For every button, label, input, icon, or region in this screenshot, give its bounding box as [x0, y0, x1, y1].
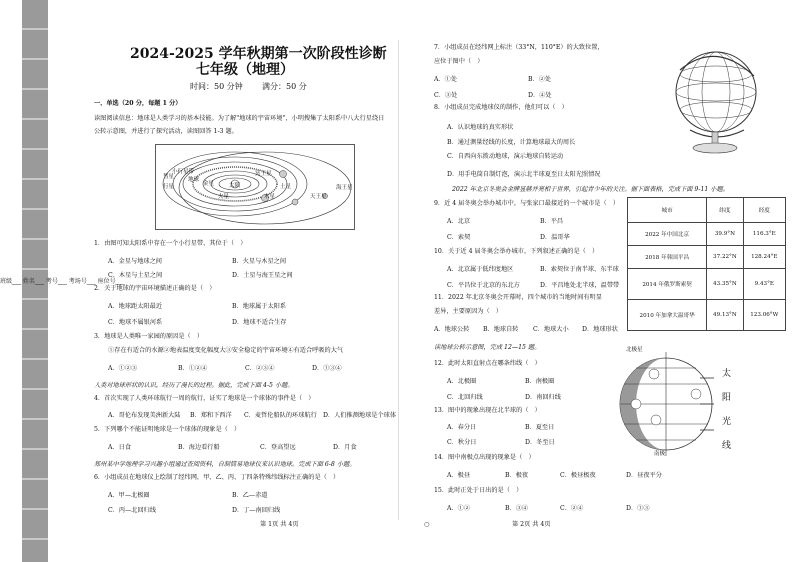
- q11-option-b: B．地球自转: [483, 326, 519, 333]
- q9-option-b: B．平昌: [540, 218, 564, 225]
- q13-option-b: B．夏至日: [525, 424, 555, 431]
- q5-option-d: D．月食: [333, 444, 357, 451]
- q8-option-b: B．通过测量经线的长度，计算地球最大的周长: [447, 139, 576, 146]
- q1-option-c: C．木星与土星之间: [108, 272, 163, 279]
- q14-option-c: C．极昼极夜: [560, 472, 596, 479]
- q7-stem: 7．小组成员在经纬网上标注（33°N，110°E）的大致位置，: [434, 44, 604, 51]
- table-cell: 2010 年加拿大温哥华: [628, 300, 707, 331]
- q5-option-c: C．登高望远: [260, 444, 296, 451]
- label-saturn: 土星: [280, 184, 292, 190]
- q8-option-a: A．认识地球的真实形状: [447, 124, 514, 131]
- q5-stem: 5．下列哪个不能证明地球是一个球体的现象是（ ）: [94, 426, 241, 433]
- q7-stem-2: 应位于图中（ ）: [434, 58, 484, 65]
- q6-stem: 6．小组成员在地球仪上绘制了经纬网，甲、乙、丙、丁四条特殊纬线标注正确的是（ ）: [94, 474, 340, 481]
- q2-option-c: C．地球不属银河系: [108, 319, 163, 326]
- q14-option-a: A．极昼: [447, 472, 471, 479]
- table-cell: 2014 年俄罗斯索契: [628, 269, 707, 300]
- table-cell: 9.43°E: [743, 269, 785, 300]
- q10-option-d: D．平昌地处北半球，温带带: [540, 282, 620, 289]
- note-12-15: 读地球公转示意图，完成 12—15 题。: [434, 344, 541, 351]
- footer-dot: ○: [424, 521, 430, 528]
- q14-stem: 14．图中南极点出现的现象是（ ）: [434, 454, 535, 461]
- intro-line-1: 读图阅读信息：地球是人类学习的基本技能。为了解"地球的宇宙环境"，小明搜集了太阳系中八大行星绕日: [94, 115, 385, 122]
- label-sunlight-3: 光: [722, 417, 732, 427]
- globe-figure: [670, 40, 760, 160]
- q4-option-c: C．麦哲伦船队的环球航行: [244, 412, 317, 419]
- label-asteroid-belt: 小行星带: [172, 169, 195, 175]
- note-6-8: 郑州某中学地理学习兴趣小组通过查阅资料，自制简易地球仪来认识地球。完成下面 6-8 小题。: [94, 461, 356, 468]
- q13-option-c: C．秋分日: [447, 439, 477, 446]
- q8-option-c: C．自西向东拨动地球，演示地球自转运动: [447, 153, 564, 160]
- q6-option-d: D．丁—南回归线: [232, 507, 281, 514]
- table-header-row: [628, 198, 786, 223]
- q3-option-c: C．②③④: [245, 365, 275, 372]
- table-row: [628, 300, 786, 331]
- q12-option-a: A．北极圈: [447, 378, 477, 385]
- q11-option-c: C．地球大小: [533, 326, 569, 333]
- q15-option-c: C．②④: [560, 505, 584, 512]
- q11-stem: 11．2022 年北京冬奥会开幕时，四个城市的当地时间有明显: [434, 294, 602, 301]
- q3-option-d: D．①③④: [312, 365, 342, 372]
- label-south-pole: 南极: [654, 451, 666, 457]
- q2-stem: 2．关于地球的宇宙环境描述正确的是（ ）: [94, 285, 216, 292]
- table-header: 经度: [743, 198, 785, 223]
- q13-stem: 13．图中的现象出现在北半球的（ ）: [434, 407, 541, 414]
- label-sun: 太阳: [229, 183, 241, 189]
- q12-option-b: B．南极圈: [525, 378, 555, 385]
- q13-option-a: A．春分日: [447, 424, 477, 431]
- q7-option-d: D．④处: [528, 92, 552, 99]
- q15-option-a: A．①②: [447, 505, 471, 512]
- q9-stem: 9．近 4 届冬奥会举办城市中，与张家口最接近的一个城市是（ ）: [434, 200, 620, 207]
- q15-option-b: B．③④: [505, 505, 529, 512]
- q1-option-a: A．金星与地球之间: [108, 258, 162, 265]
- table-row: [628, 246, 786, 269]
- q12-stem: 12．此时太阳直射点在哪条纬线（ ）: [434, 360, 541, 367]
- label-sunlight-2: 阳: [722, 393, 732, 403]
- q6-option-b: B．乙—赤道: [232, 492, 268, 499]
- q4-stem: 4．首次实现了人类环球航行一周的航行，证实了地球是一个球体的事件是（ ）: [94, 395, 315, 402]
- table-cell: 116.3°E: [743, 223, 785, 246]
- q2-option-d: D．地球不适合生存: [232, 319, 287, 326]
- exam-score: 满分：50 分: [262, 82, 307, 91]
- q2-option-a: A．地球距太阳最近: [108, 303, 162, 310]
- student-info-line: 班级___ 姓名___ 考号___ 考场号___ 座位号___: [0, 278, 125, 285]
- q4-option-a: A．哥伦布发现美洲新大陆: [108, 412, 181, 419]
- q11-stem-2: 差异，主要原因为（ ）: [434, 308, 503, 315]
- q7-option-a: A．①处: [434, 76, 458, 83]
- q10-option-c: C．平昌位于北京的东北方: [447, 282, 520, 289]
- label-pluto: 冥王星: [255, 171, 272, 177]
- table-cell: 128.24°E: [743, 246, 785, 269]
- table-cell: 39.9°N: [707, 223, 743, 246]
- q9-option-d: D．温哥华: [540, 234, 570, 241]
- label-uranus: 天王星: [310, 194, 327, 200]
- winter-olympics-table: [627, 197, 786, 331]
- q11-option-a: A．地球公转: [434, 326, 470, 333]
- label-jupiter: 木星: [264, 194, 276, 200]
- table-cell: 123.06°W: [743, 300, 785, 331]
- table-row: [628, 223, 786, 246]
- q3-option-a: A．①②③: [108, 365, 138, 372]
- q13-option-d: D．冬至日: [525, 439, 555, 446]
- table-cell: 43.35°N: [707, 269, 743, 300]
- exam-subtitle: 七年级（地理）: [196, 62, 294, 78]
- label-mars: 火星: [218, 194, 230, 200]
- label-sunlight-4: 线: [722, 441, 732, 451]
- table-row: [628, 269, 786, 300]
- q7-option-b: B．②处: [528, 76, 552, 83]
- q1-option-d: D．土星与海王星之间: [232, 272, 293, 279]
- solar-system-figure: [155, 144, 355, 230]
- exam-time: 时间：50 分钟: [190, 82, 243, 91]
- q4-option-d: D．人们推测地球是个球体: [323, 412, 397, 419]
- table-cell: 49.13°N: [707, 300, 743, 331]
- q3-statements: ①存在有适合的水源②地表温度变化幅度大③安全稳定的宇宙环境④有适合呼吸的大气: [108, 347, 344, 354]
- table-cell: 2022 年中国北京: [628, 223, 707, 246]
- q6-option-a: A．甲—北极圈: [108, 492, 150, 499]
- q15-stem: 15．此时正处于日出的是（ ）: [434, 487, 523, 494]
- q6-option-c: C．丙—北回归线: [108, 507, 157, 514]
- label-comet: 彗星: [163, 174, 175, 180]
- q9-option-a: A．北京: [447, 218, 471, 225]
- q1-option-b: B．火星与木星之间: [232, 258, 287, 265]
- q3-stem: 3．地球是人类唯一家园的原因是（ ）: [94, 333, 204, 340]
- q5-option-b: B．海边看行船: [178, 444, 220, 451]
- q11-option-d: D．地球形状: [582, 326, 618, 333]
- label-earth: 地球: [188, 177, 200, 183]
- table-header: 城市: [628, 198, 707, 223]
- page-divider: [398, 40, 399, 520]
- q3-option-b: B．①②④: [178, 365, 208, 372]
- label-neptune: 海王星: [336, 185, 353, 191]
- q2-option-b: B．地球属于太阳系: [232, 303, 287, 310]
- table-header: 纬度: [707, 198, 743, 223]
- q12-option-d: D．南回归线: [525, 394, 561, 401]
- q1-stem: 1．由图可知太阳系中存在一个小行星带，其位于（ ）: [94, 240, 247, 247]
- label-polaris: 北极星: [626, 347, 643, 353]
- table-cell: 2018 年韩国平昌: [628, 246, 707, 269]
- label-planet: 行星: [163, 184, 175, 190]
- q5-option-a: A．日食: [108, 444, 132, 451]
- section-heading: 一、单选（20 分，每题 1 分）: [94, 100, 182, 107]
- label-venus: 金星: [203, 181, 215, 187]
- q8-option-d: D．用手电筒自制灯泡，演示北半球夏至日太阳光照情况: [447, 171, 601, 178]
- label-sunlight-1: 太: [722, 369, 732, 379]
- q10-stem: 10．关于近 4 届冬奥会举办城市，下列叙述正确的是（ ）: [434, 248, 599, 255]
- q12-option-c: C．北回归线: [447, 394, 483, 401]
- q10-option-a: A．北京属于低纬度地区: [447, 266, 514, 273]
- table-cell: 37.22°N: [707, 246, 743, 269]
- q14-option-d: D．昼夜平分: [626, 472, 662, 479]
- q14-option-b: B．极夜: [505, 472, 529, 479]
- q15-option-d: D．①③: [626, 505, 650, 512]
- footer-left: 第 1页 共 4页: [260, 521, 299, 528]
- q9-option-c: C．索契: [447, 234, 471, 241]
- intro-line-2: 公转示意图，并进行了探究活动，读图回答 1-3 题。: [94, 128, 238, 135]
- sunlight-diagram: [616, 344, 726, 462]
- exam-title: 2024-2025 学年秋期第一次阶段性诊断: [130, 46, 387, 62]
- q8-stem: 8．小组成员完成地球仪的制作，他们可以（ ）: [434, 104, 568, 111]
- note-4-5: 人类对地球形状的认识，经历了漫长的过程。据此，完成下面 4-5 小题。: [94, 382, 294, 389]
- q4-option-b: B．郑和下西洋: [190, 412, 232, 419]
- q7-option-c: C．③处: [434, 92, 458, 99]
- footer-right: 第 2页 共 4页: [512, 521, 551, 528]
- note-9-11: 2022 年北京冬奥会金牌显赫并亮相于世界，引起青少年的关注。据下面表格，完成下面 9-11 小题。: [452, 186, 729, 193]
- q10-option-b: B．索契位于南半球、东半球: [540, 266, 619, 273]
